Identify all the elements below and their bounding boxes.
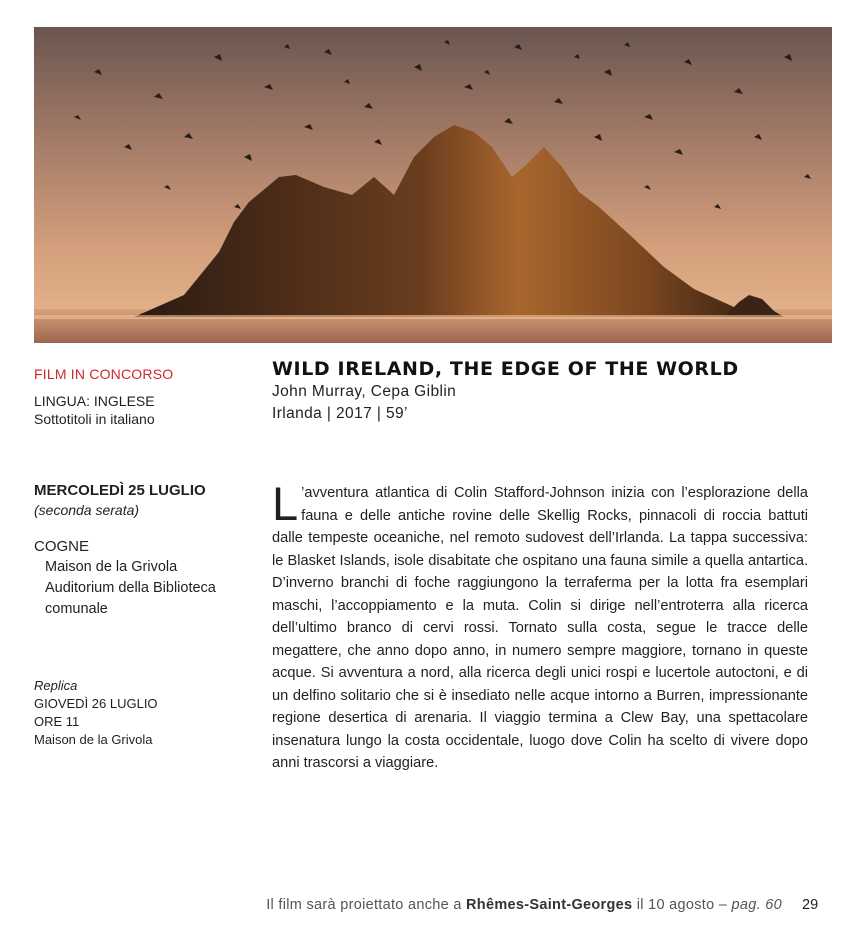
film-meta: Irlanda | 2017 | 59’ [272,405,408,422]
film-authors: John Murray, Cepa Giblin [272,383,457,400]
language-line: LINGUA: INGLESE [34,393,155,409]
replica-venue: Maison de la Grivola [34,732,153,747]
film-title: WILD IRELAND, THE EDGE OF THE WORLD [272,358,739,380]
screening-venues [45,557,245,620]
replica-date: GIOVEDÌ 26 LUGLIO [34,696,158,711]
footer-prefix: Il film sarà proiettato anche a [266,897,467,913]
hero-photo [34,27,832,343]
synopsis [272,477,808,775]
page-number: 29 [802,897,819,913]
replica-label: Replica [34,678,78,693]
section-label: FILM IN CONCORSO [34,366,174,382]
venue-1: Maison de la Grivola [45,559,178,575]
screening-town: COGNE [34,538,90,555]
footer-place: Rhêmes-Saint-Georges [466,897,633,913]
footer-note [266,897,782,913]
synopsis-dropcap: L [272,477,299,530]
language-info [34,392,155,428]
footer-page-ref: pag. 60 [731,897,782,913]
screening-evening: (seconda serata) [34,502,140,518]
footer-middle: il 10 agosto – [632,897,732,913]
skellig-rocks-photo-icon [34,27,832,343]
screening-date: MERCOLEDÌ 25 LUGLIO [34,482,206,499]
venue-2: Auditorium della Biblioteca comunale [45,580,216,617]
replica-time: ORE 11 [34,714,80,729]
subtitles-line: Sottotitoli in italiano [34,411,155,427]
synopsis-text: ’avventura atlantica di Colin Stafford-Johnson inizia con l’esplorazione della fauna e delle antiche rovine delle Skellig Rocks, pinnacoli di roccia battuti dalle tempeste oceaniche, nel remoto sudovest dell’Irlanda. La tappa successiva: le Blasket Islands, isole disabitate che ospitano una fauna simile a quella antartica. D’inverno branchi di foche raggiungono la terraferma per la lotta fra esemplari maschi, l’accoppiamento e la muta. Colin si dirige nell’entroterra alla ricerca dell’ultimo branco di cervi rossi. Tornato sulla costa, segue le tracce delle megattere, che anno dopo anno, in numero sempre maggiore, tornano in queste acque. Si avventura a nord, alla ricerca degli unici rospi e lucertole autoctoni, e di un delfino solitario che si è insediato nelle acque intorno a Burren, impressionante regione desertica di arenaria. Il viaggio termina a Clew Bay, una spettacolare insenatura lungo la costa occidentale, luogo dove Colin ha scelto di vivere dopo anni trascorsi a viaggiare. [272,485,808,771]
replica-info [34,677,158,749]
